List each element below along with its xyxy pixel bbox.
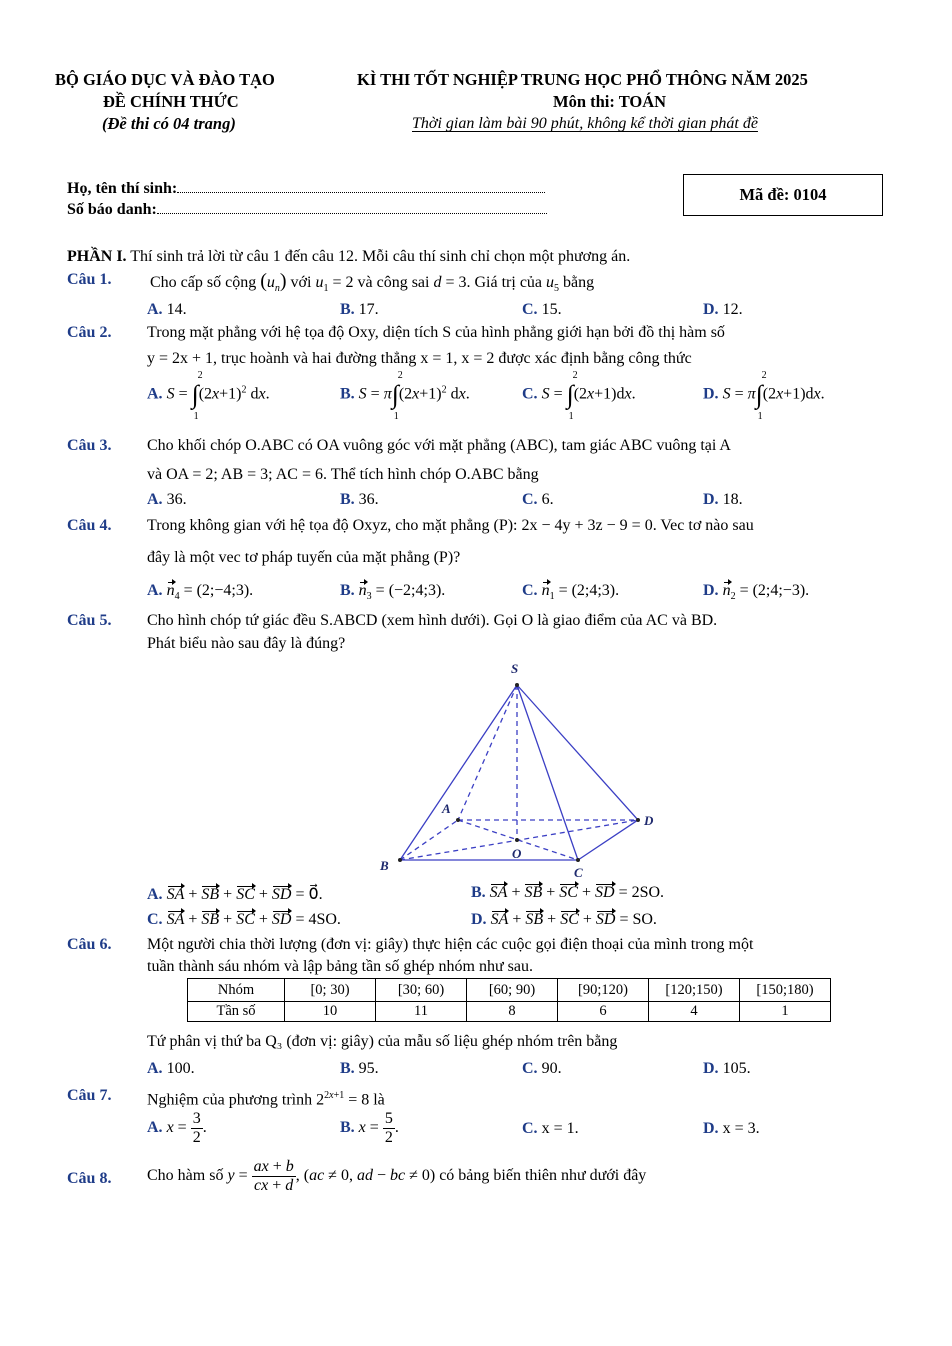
q7-stem: Nghiệm của phương trình $2^{2x+1} = 8$ là [147, 1090, 385, 1109]
q3-option-b[interactable]: B. 36. [340, 491, 379, 508]
table-cell: [30; 60) [376, 979, 467, 1002]
q8-number: Câu 8. [67, 1170, 112, 1187]
q2-option-c[interactable]: C. S = ∫ 2 1 (2x+1)dx. [522, 370, 636, 422]
table-cell: [90;120) [558, 979, 649, 1002]
ministry-name: BỘ GIÁO DỤC VÀ ĐÀO TẠO [55, 70, 275, 89]
edge-sd [517, 685, 638, 820]
subject-label: Môn thi: TOÁN [553, 92, 667, 111]
edge-sa [458, 685, 517, 820]
q1-option-a[interactable]: A. 14. [147, 301, 187, 318]
q2-number: Câu 2. [67, 324, 112, 341]
q6-line2: tuần thành sáu nhóm và lập bảng tần số ghép nhóm như sau. [147, 958, 533, 975]
table-cell: Nhóm [188, 979, 285, 1002]
edge-sb [400, 685, 517, 860]
q1-option-b[interactable]: B. 17. [340, 301, 379, 318]
pages-note: (Đề thi có 04 trang) [102, 114, 236, 133]
table-row [188, 979, 831, 1002]
q1-stem: Cho cấp số cộng $(u_n)$ với $u_1 = 2$ và công sai d = 3. Giá trị của $u_5$ bằng [150, 270, 595, 295]
candidate-name-field: Họ, tên thí sinh: [67, 180, 545, 198]
candidate-id-field: Số báo danh: [67, 201, 547, 219]
q7-option-d[interactable]: D. x = 3. [703, 1120, 760, 1137]
q5-option-d[interactable]: D. SA + SB + SC + SD = SO. [471, 911, 657, 928]
q3-option-d[interactable]: D. 18. [703, 491, 743, 508]
point-label-b: B [380, 858, 389, 873]
q6-option-c[interactable]: C. 90. [522, 1060, 562, 1077]
table-cell: 11 [376, 1002, 467, 1022]
point-label-c: C [574, 865, 583, 880]
q3-line1: Cho khối chóp O.ABC có OA vuông góc với mặt phẳng (ABC), tam giác ABC vuông tại A [147, 437, 731, 454]
table-row [188, 1002, 831, 1022]
edge-cd [578, 820, 638, 860]
table-cell: [120;150) [649, 979, 740, 1002]
q6-option-b[interactable]: B. 95. [340, 1060, 379, 1077]
q1-number: Câu 1. [67, 271, 112, 288]
exam-title: KÌ THI TỐT NGHIỆP TRUNG HỌC PHỔ THÔNG NĂM 2025 [357, 70, 808, 89]
q4-line1: Trong không gian với hệ tọa độ Oxyz, cho mặt phẳng (P): 2x − 4y + 3z − 9 = 0. Vec tơ nào sau [147, 517, 754, 534]
table-cell: 8 [467, 1002, 558, 1022]
q2-option-d[interactable]: D. S = π∫ 2 1 (2x+1)dx. [703, 370, 825, 422]
point-label-s: S [511, 661, 519, 676]
q7-option-c[interactable]: C. x = 1. [522, 1120, 579, 1137]
q6-after-table: Tứ phân vị thứ ba Q₃ (đơn vị: giây) của mẫu số liệu ghép nhóm trên bằng [147, 1033, 618, 1050]
q7-number: Câu 7. [67, 1087, 112, 1104]
q2-option-a[interactable]: A. S = ∫ 2 1 $(2x+1)^2$ dx. [147, 370, 270, 422]
q3-number: Câu 3. [67, 437, 112, 454]
point-label-o: O [512, 846, 522, 861]
q3-option-a[interactable]: A. 36. [147, 491, 187, 508]
q6-number: Câu 6. [67, 936, 112, 953]
q5-number: Câu 5. [67, 612, 112, 629]
table-cell: 1 [740, 1002, 831, 1022]
table-cell: 4 [649, 1002, 740, 1022]
q5-option-c[interactable]: C. SA + SB + SC + SD = 4SO. [147, 911, 341, 928]
table-cell: 6 [558, 1002, 649, 1022]
pyramid-figure [370, 655, 670, 885]
q6-option-d[interactable]: D. 105. [703, 1060, 751, 1077]
q4-option-a[interactable]: A. $n_4$ = (2;−4;3). [147, 582, 254, 603]
q6-option-a[interactable]: A. 100. [147, 1060, 195, 1077]
exam-code-box: Mã đề: 0104 [683, 174, 883, 216]
q3-option-c[interactable]: C. 6. [522, 491, 554, 508]
q8-stem: Cho hàm số y = $\frac{ax + b}{cx + d}$ , (ac ≠ 0, ad − bc ≠ 0) có bảng biến thiên như dưới đây [147, 1158, 647, 1194]
table-cell: [150;180) [740, 979, 831, 1002]
q2-option-b[interactable]: B. S = π∫ 2 1 $(2x+1)^2$ dx. [340, 370, 470, 422]
q4-number: Câu 4. [67, 517, 112, 534]
q5-line2: Phát biểu nào sau đây là đúng? [147, 635, 346, 652]
q6-line1: Một người chia thời lượng (đơn vị: giây) thực hiện các cuộc gọi điện thoại của mình trong một [147, 936, 754, 953]
time-note: Thời gian làm bài 90 phút, không kể thời gian phát đề [412, 115, 758, 132]
frequency-table [187, 978, 831, 1022]
q2-line2: y = 2x + 1, trục hoành và hai đường thẳng x = 1, x = 2 được xác định bằng công thức [147, 350, 692, 367]
edge-ab [400, 820, 458, 860]
q4-option-b[interactable]: B. $n_3$ = (−2;4;3). [340, 582, 446, 603]
q1-option-c[interactable]: C. 15. [522, 301, 562, 318]
point-label-a: A [442, 801, 451, 816]
point-label-d: D [644, 813, 654, 828]
q3-line2: và OA = 2; AB = 3; AC = 6. Thể tích hình chóp O.ABC bằng [147, 466, 539, 483]
q1-option-d[interactable]: D. 12. [703, 301, 743, 318]
part1-instruction: PHẦN I. Thí sinh trả lời từ câu 1 đến câu 12. Mỗi câu thí sinh chỉ chọn một phương án. [67, 248, 631, 265]
q5-line1: Cho hình chóp tứ giác đều S.ABCD (xem hình dưới). Gọi O là giao điểm của AC và BD. [147, 612, 718, 629]
edge-sc [517, 685, 578, 860]
q4-option-d[interactable]: D. $n_2$ = (2;4;−3). [703, 582, 810, 603]
table-cell: Tần số [188, 1002, 285, 1022]
q5-option-a[interactable]: A. SA + SB + SC + SD = 0⃗. [147, 886, 323, 903]
q4-option-c[interactable]: C. $n_1$ = (2;4;3). [522, 582, 620, 603]
table-cell: [60; 90) [467, 979, 558, 1002]
q7-option-a[interactable]: A. x = $\frac{3}{2}$ . [147, 1110, 207, 1146]
q7-option-b[interactable]: B. x = $\frac{5}{2}$ . [340, 1110, 399, 1146]
table-cell: 10 [285, 1002, 376, 1022]
official-label: ĐỀ CHÍNH THỨC [103, 92, 239, 111]
q5-option-b[interactable]: B. SA + SB + SC + SD = 2SO. [471, 884, 665, 901]
table-cell: [0; 30) [285, 979, 376, 1002]
q2-line1: Trong mặt phẳng với hệ tọa độ Oxy, diện tích S của hình phẳng giới hạn bởi đồ thị hàm số [147, 324, 725, 341]
q4-line2: đây là một vec tơ pháp tuyến của mặt phẳng (P)? [147, 549, 461, 566]
